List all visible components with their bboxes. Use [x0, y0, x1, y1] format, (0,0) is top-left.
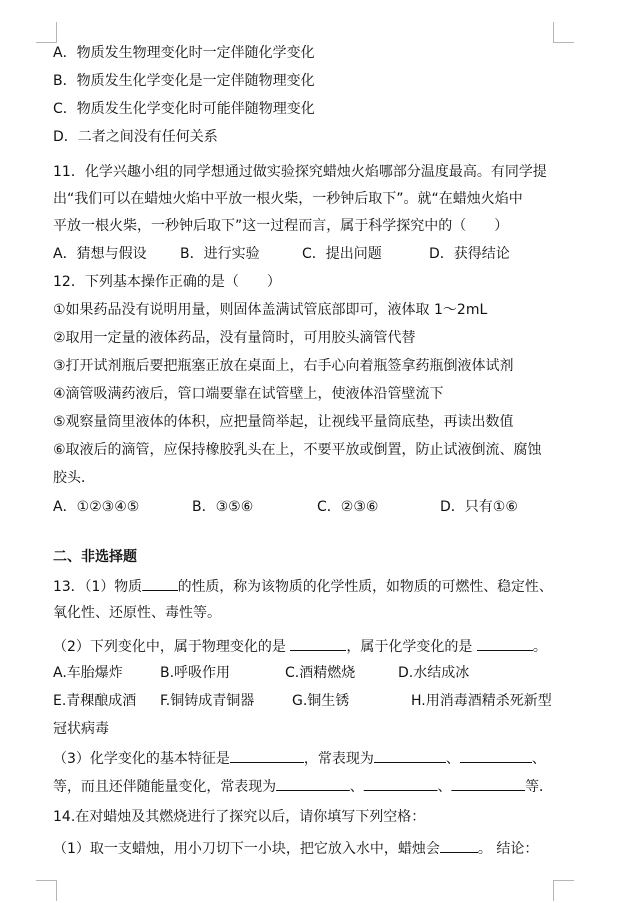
q13-part3-prefix: （3）化学变化的基本特征是: [53, 751, 230, 767]
q12-stem: 12．下列基本操作正确的是（ ）: [53, 274, 281, 290]
q13-blank-energy-1[interactable]: [276, 776, 350, 791]
q12-statement-3: ③打开试剂瓶后要把瓶塞正放在桌面上，右手心向着瓶签拿药瓶倒液体试剂: [53, 358, 514, 374]
q10-option-a: A．物质发生物理变化时一定伴随化学变化: [53, 45, 315, 61]
q12-statement-6: ⑥取液后的滴管，应保持橡胶乳头在上，不要平放或倒置，防止试液倒流、腐蚀: [53, 442, 542, 458]
q13-part2-prefix: （2）下列变化中，属于物理变化的是: [53, 639, 291, 655]
q13-option-a: A.车胎爆炸: [53, 665, 123, 681]
section-heading: 二、非选择题: [53, 549, 137, 565]
q13-blank-chemical[interactable]: [477, 636, 533, 651]
q13-part3-energy: 等，而且还伴随能量变化，常表现为: [53, 779, 277, 795]
q13-part3-cont: [53, 776, 553, 796]
q13-blank-1[interactable]: [142, 576, 178, 591]
q13-part1-text: 的性质，称为该物质的化学性质，如物质的可燃性、稳定性、: [177, 579, 553, 595]
q12-option-d: D．只有①⑥: [440, 499, 518, 515]
q13-blank-phenomenon-1[interactable]: [374, 748, 446, 763]
q12-option-c: C．②③⑥: [317, 499, 379, 515]
q10-option-c: C．物质发生化学变化时可能伴随物理变化: [53, 101, 315, 117]
q13-option-g: G.铜生锈: [292, 693, 350, 709]
q14-stem: 14.在对蜡烛及其燃烧进行了探究以后，请你填写下列空格：: [53, 809, 426, 825]
q13-part3-mid: ，常表现为: [303, 751, 374, 767]
q14-part1: [53, 838, 538, 858]
q13-part3-sep4: 、: [437, 779, 452, 795]
q10-option-b: B．物质发生化学变化是一定伴随物理变化: [53, 73, 315, 89]
q13-option-d: D.水结成冰: [398, 665, 470, 681]
q13-part3-sep3: 、: [349, 779, 364, 795]
q13-part3-sep1: 、: [445, 751, 460, 767]
q13-part2-end: 。: [532, 639, 547, 655]
q12-statement-6-cont: 胶头．: [53, 470, 95, 486]
q13-blank-energy-3[interactable]: [451, 776, 525, 791]
q13-option-c: C.酒精燃烧: [285, 665, 356, 681]
q13-part2: [53, 636, 547, 656]
q12-statement-5: ⑤观察量筒里液体的体积，应把量筒举起，让视线平量筒底垫，再读出数值: [53, 414, 514, 430]
q13-option-b: B.呼吸作用: [160, 665, 231, 681]
q11-line-2: 出“我们可以在蜡烛火焰中平放一根火柴，一秒钟后取下”。就“在蜡烛火焰中: [53, 191, 523, 207]
q13-option-h-cont: 冠状病毒: [53, 721, 109, 737]
crop-mark-top-right: [553, 22, 574, 43]
q13-part3-end: 等．: [525, 779, 553, 795]
q12-statement-1: ①如果药品没有说明用量，则固体盖满试管底部即可，液体取 1～2mL: [53, 302, 488, 318]
q13-blank-feature[interactable]: [230, 748, 304, 763]
q13-part1-cont: 氧化性、还原性、毒性等。: [53, 605, 221, 621]
q13-part3-sep2: 、: [531, 751, 546, 767]
q13-part2-mid: ，属于化学变化的是: [346, 639, 477, 655]
q10-option-d: D．二者之间没有任何关系: [53, 129, 218, 145]
crop-mark-bottom-left: [36, 880, 57, 901]
q14-part1-prefix: （1）取一支蜡烛，用小刀切下一小块，把它放入水中，蜡烛会: [53, 841, 440, 857]
q13-option-e: E.青稞酿成酒: [53, 693, 137, 709]
crop-mark-top-left: [36, 22, 57, 43]
q11-option-a: A．猜想与假设: [53, 246, 147, 262]
q11-line-3: 平放一根火柴，一秒钟后取下”这一过程而言，属于科学探究中的（ ）: [53, 218, 509, 234]
q13-part1-prefix: 13．（1）物质: [53, 579, 143, 595]
q11-line-1: 11．化学兴趣小组的同学想通过做实验探究蜡烛火焰哪部分温度最高。有同学提: [53, 164, 547, 180]
q12-option-a: A．①②③④⑤: [53, 499, 140, 515]
q13-option-f: F.铜铸成青铜器: [160, 693, 255, 709]
crop-mark-bottom-right: [553, 880, 574, 901]
q12-statement-2: ②取用一定量的液体药品，没有量筒时，可用胶头滴管代替: [53, 330, 416, 346]
q12-statement-4: ④滴管吸满药液后，管口端要靠在试管壁上，使液体沿管壁流下: [53, 386, 444, 402]
q11-option-b: B．进行实验: [180, 246, 260, 262]
q13-part3: [53, 748, 546, 768]
q13-blank-phenomenon-2[interactable]: [460, 748, 532, 763]
q13-blank-energy-2[interactable]: [364, 776, 438, 791]
q13-part1: [53, 576, 553, 596]
q13-option-h: H.用消毒酒精杀死新型: [411, 693, 552, 709]
q14-part1-end: 。 结论：: [477, 841, 539, 857]
q11-option-c: C．提出问题: [302, 246, 382, 262]
q12-option-b: B．③⑤⑥: [192, 499, 254, 515]
q11-option-d: D．获得结论: [429, 246, 510, 262]
q14-blank-1[interactable]: [440, 838, 478, 853]
q13-blank-physical[interactable]: [290, 636, 346, 651]
